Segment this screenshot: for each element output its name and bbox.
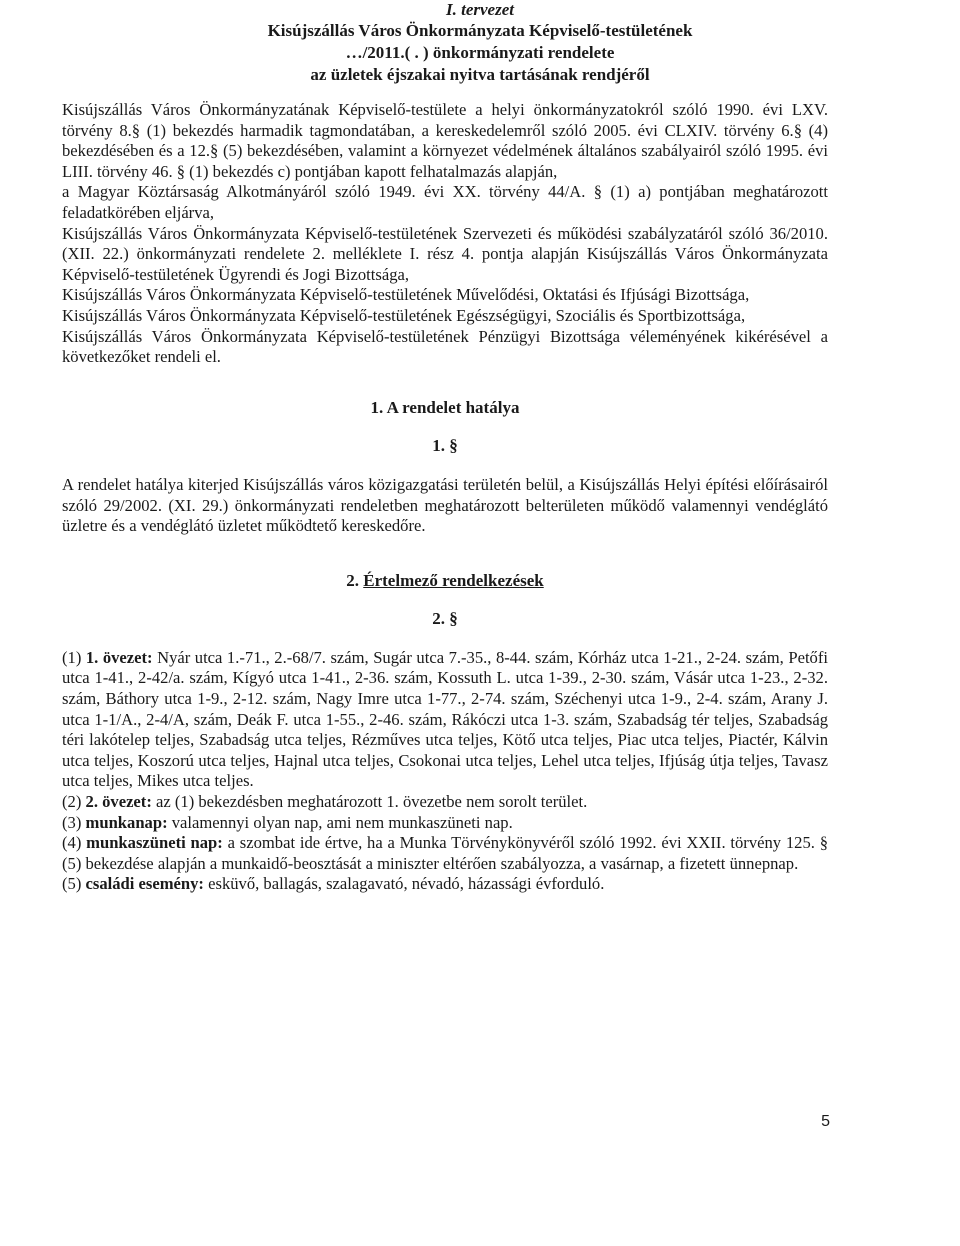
section-1-number: 1. [370, 397, 384, 417]
section-2-title [62, 571, 828, 592]
definition-term: 1. övezet: [85, 647, 153, 667]
preamble-paragraph: Kisújszállás Város Önkormányzata Képviselő-testületének Egészségügyi, Szociális és Sportbizottsága, [62, 305, 746, 325]
definition-term: munkanap: [85, 812, 168, 832]
definition-number: (3) [62, 812, 82, 832]
definition-item [62, 813, 828, 834]
definition-number: (4) [62, 833, 82, 853]
heading-line-1: Kisújszállás Város Önkormányzata Képviselő-testületének [267, 21, 693, 40]
definition-number: (2) [62, 792, 82, 812]
preamble-paragraph: Kisújszállás Város Önkormányzata Képviselő-testületének Művelődési, Oktatási és Ifjúsági Bizottsága, [62, 285, 750, 305]
definition-text: az (1) bekezdésben meghatározott 1. övezetbe nem sorolt terület. [151, 792, 588, 812]
definition-text: esküvő, ballagás, szalagavató, névadó, házassági évforduló. [203, 874, 605, 894]
definition-text: valamennyi olyan nap, ami nem munkaszüneti nap. [167, 812, 513, 832]
definition-item [62, 833, 828, 874]
definition-text: Nyár utca 1.-71., 2.-68/7. szám, Sugár utca 7.-35., 8-44. szám, Kórház utca 1-21., 2-24. szám, Petőfi utca 1-41., 2-42/a. szám, Kígyó utca 1-41., 2-36. szám, Kossuth L. utca 1-39., 2-30. szám, Vásár utca 1-23., 2-32. szám, Báthory utca 1-9., 2-12. szám, Nagy Imre utca 1-77., 2-74. szám, Széchenyi utca 1-9., 2-4. szám, Arany J. utca 1-1/A., 2-4/A, szám, Deák F. utca 1-55., 2-46. szám, Rákóczi utca 1-3. szám, Szabadság tér teljes, Szabadság téri lakótelep teljes, Szabadság utca teljes, Rézműves utca teljes, Kötő utca teljes, Piac utca teljes, Piactér, Kálvin utca teljes, Koszorú utca teljes, Hajnal utca teljes, Csokonai utca teljes, Lehel utca teljes, Ifjúság útja teljes, Tavasz utca teljes, Mikes utca teljes. [62, 647, 828, 791]
definition-term: 2. övezet: [85, 792, 152, 812]
definition-item [62, 874, 828, 895]
definition-text: a szombat ide értve, ha a Munka Törvénykönyvéről szóló 1992. évi XXII. törvény 125. § (5) bekezdése alapján a munkaidő-beosztását a miniszter eltérően szabályozza, a vasárnap, a fizetett ünnepnap. [62, 833, 829, 873]
definitions-list [62, 648, 828, 895]
preamble-paragraph: Kisújszállás Város Önkormányzatának Képviselő-testülete a helyi önkormányzatokról szóló 1990. évi LXV. törvény 8.§ (1) bekezdés harmadik tagmondatában, a kereskedelemről szóló 2005. évi CLXIV. törvény 6.§ (4) bekezdésében és a 12.§ (5) bekezdésében, valamint a környezet védelmének általános szabályairól szóló 1995. évi LIII. törvény 46. § (1) bekezdés c) pontjában kapott felhatalmazás alapján, [62, 100, 828, 181]
definition-item [62, 648, 828, 792]
preamble-paragraph: a Magyar Köztársaság Alkotmányáról szóló 1949. évi XX. törvény 44/A. § (1) a) pontjában meghatározott feladatkörében eljárva, [62, 182, 828, 222]
section-1-title [62, 398, 828, 419]
document-body [62, 100, 828, 895]
paragraph-1-number: 1. § [432, 436, 458, 456]
preamble-paragraph: Kisújszállás Város Önkormányzata Képviselő-testületének Szervezeti és működési szabályzatáról szóló 36/2010. (XII. 22.) önkormányzati rendelete 2. melléklete I. rész 4. pontja alapján Kisújszállás Város Önkormányzata Képviselő-testületének Ügyrendi és Jogi Bizottsága, [62, 223, 828, 284]
definition-number: (1) [62, 647, 82, 667]
section-2-title-text: Értelmező rendelkezések [363, 570, 544, 590]
heading-line-3: az üzletek éjszakai nyitva tartásának rendjéről [310, 65, 650, 84]
definition-term: munkaszüneti nap: [86, 833, 223, 853]
heading-line-2: …/2011.( . ) önkormányzati rendelete [345, 43, 615, 62]
section-1-title-text: A rendelet hatálya [386, 397, 520, 417]
paragraph-2-number: 2. § [432, 609, 458, 629]
section-1-text: A rendelet hatálya kiterjed Kisújszállás város közigazgatási területén belül, a Kisújszállás Helyi építési előírásairól szóló 29/2002. (XI. 29.) önkormányzati rendeletben meghatározott belterületen működő valamennyi vendéglátó üzletre és a vendéglátó üzletet működtető kereskedőre. [62, 474, 828, 536]
definition-item [62, 792, 828, 813]
section-2-number: 2. [346, 570, 359, 590]
definition-number: (5) [62, 874, 82, 894]
draft-label: I. tervezet [446, 0, 514, 19]
definition-term: családi esemény: [85, 874, 204, 894]
preamble-paragraph: Kisújszállás Város Önkormányzata Képviselő-testületének Pénzügyi Bizottsága véleményének kikérésével a következőket rendeli el. [62, 326, 828, 367]
document-heading [0, 20, 960, 86]
page-number: 5 [821, 1113, 830, 1130]
